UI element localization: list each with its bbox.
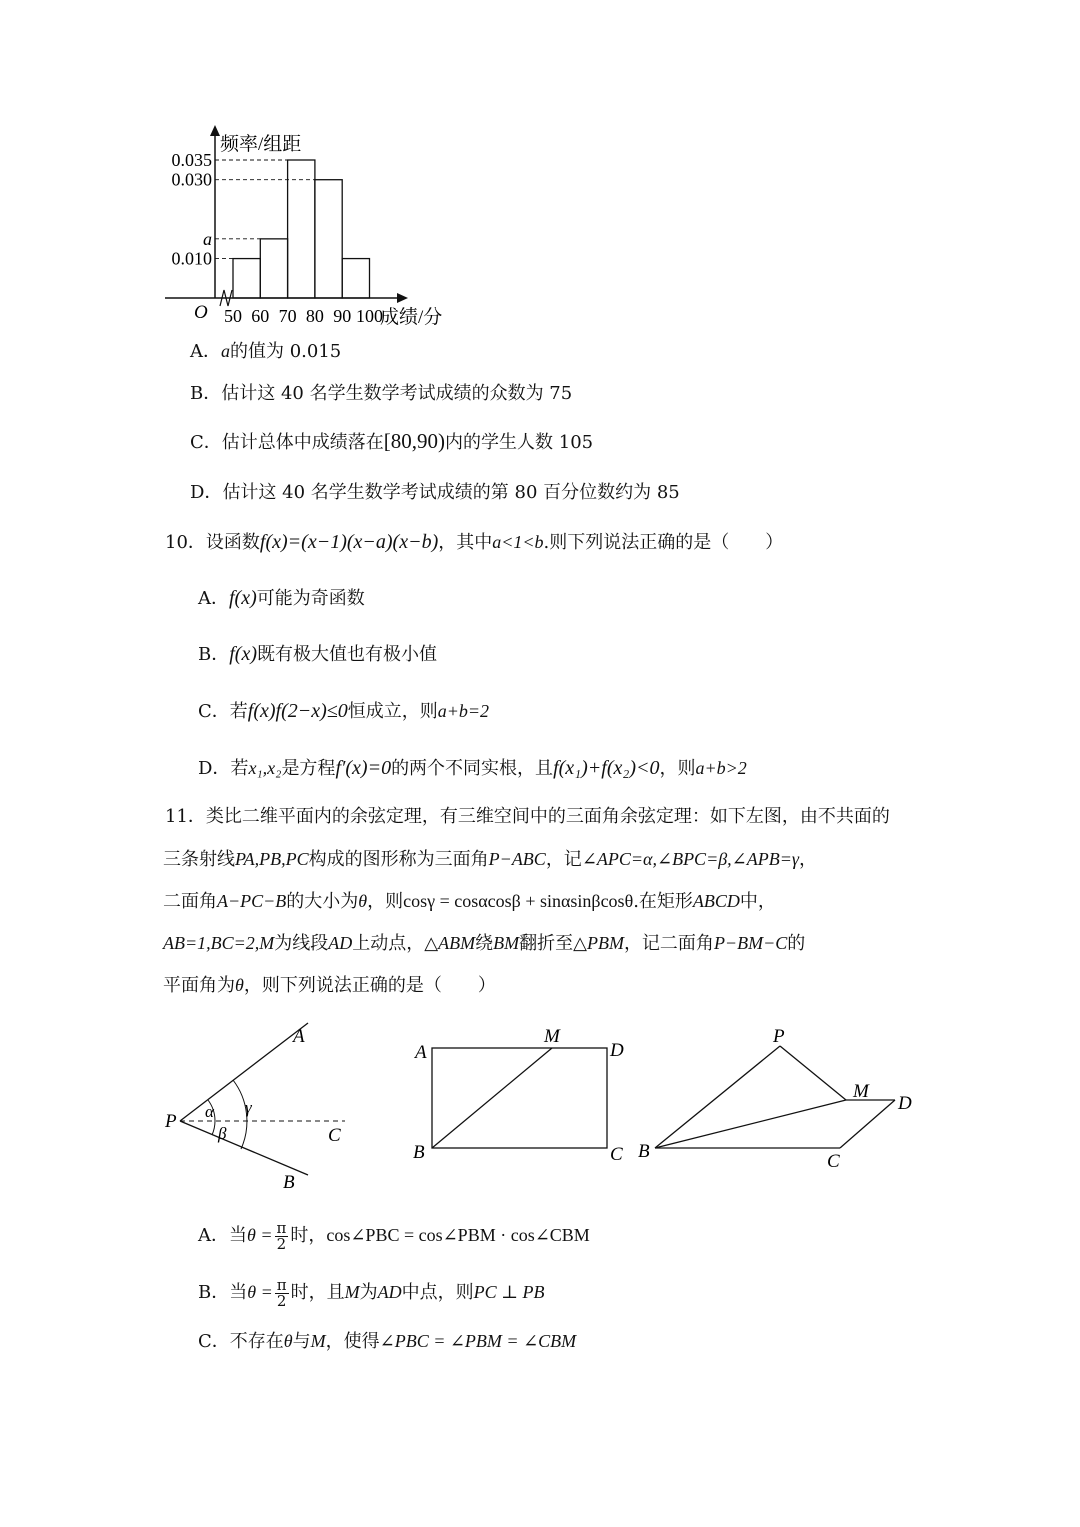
q10-option-b	[198, 641, 437, 668]
option-text: 内的学生人数 105	[445, 432, 594, 453]
label-b: B	[413, 1142, 425, 1163]
y-tick-label: 0.010	[171, 248, 212, 269]
option-text: 若	[229, 701, 248, 722]
option-label: C．	[190, 432, 222, 453]
option-text: ，使得	[325, 1331, 380, 1352]
trihedral-angle-figure	[160, 1015, 360, 1195]
math: θ =	[247, 1282, 273, 1302]
math: P−BM−C	[713, 933, 788, 953]
stem-text: ，其中	[438, 532, 493, 553]
axis-break	[220, 290, 232, 306]
q10-stem	[165, 529, 783, 556]
math: a+b=2	[437, 701, 490, 721]
math: a+b>2	[695, 758, 747, 778]
option-label: A．	[198, 1225, 229, 1246]
option-text: 估计总体中成绩落在	[221, 432, 384, 453]
stem-text: .在矩形	[633, 891, 693, 912]
histogram-bar	[342, 259, 369, 298]
option-label: C．	[198, 1331, 230, 1352]
math: P−ABC	[488, 849, 546, 869]
stem-text: 三条射线	[163, 849, 235, 870]
option-text: 为	[359, 1282, 378, 1303]
function-def: f(x)=(x−1)(x−a)(x−b)	[259, 531, 439, 553]
interval: [80,90)	[383, 429, 446, 453]
y-axis-arrow	[210, 125, 220, 136]
y-tick-label: 0.035	[171, 150, 212, 170]
math: M	[310, 1331, 326, 1351]
option-label: B．	[198, 644, 230, 665]
label-b: B	[638, 1141, 650, 1162]
stem-text: ，	[798, 849, 817, 870]
q10-option-a	[198, 585, 365, 612]
option-label: D．	[198, 758, 231, 779]
q11-line-5	[163, 972, 496, 999]
histogram-bar	[288, 160, 315, 298]
option-text: 若	[230, 758, 249, 779]
math: θ	[283, 1331, 293, 1351]
question-number: 10．	[165, 532, 206, 553]
fraction	[275, 1218, 289, 1253]
option-label: C．	[198, 701, 230, 722]
math: A−PC−B	[217, 891, 287, 911]
x-axis-arrow	[397, 293, 408, 303]
label-m: M	[853, 1081, 869, 1102]
folded-figure	[630, 1020, 930, 1175]
option-label: A．	[198, 588, 229, 609]
q11-line-1	[165, 804, 890, 830]
ray-pb	[180, 1121, 308, 1175]
math: △PBM	[573, 933, 624, 953]
math: △ABM	[424, 933, 476, 953]
option-text: 不存在	[229, 1331, 284, 1352]
q11-line-3	[163, 888, 776, 915]
frequency-histogram	[150, 120, 470, 335]
option-text: 既有极大值也有极小值	[257, 644, 437, 665]
math: f(x)f(2−x)≤0	[247, 700, 348, 722]
numerator: π	[276, 1275, 287, 1294]
math: x₁,x₂	[248, 758, 282, 778]
option-text: 的两个不同实根，且	[391, 758, 554, 779]
q11-line-2	[163, 846, 817, 873]
label-m: M	[544, 1026, 560, 1047]
stem-text: .则下列说法正确的是（ ）	[543, 532, 784, 553]
q9-option-b	[190, 381, 572, 407]
x-tick-label: 90	[333, 306, 352, 326]
question-number: 11．	[165, 806, 206, 827]
math: f(x₁)+f(x₂)<0	[553, 757, 660, 779]
math: AB=1,BC=2,M	[163, 933, 275, 953]
x-axis-label: 成绩/分	[380, 307, 443, 328]
option-text: 可能为奇函数	[256, 588, 365, 609]
option-label: B．	[190, 383, 222, 404]
q11-option-c	[198, 1328, 576, 1355]
stem-text: 绕	[475, 933, 494, 954]
option-text: 估计这 40 名学生数学考试成绩的第 80 百分位数约为 85	[222, 482, 680, 503]
x-tick-label: 100	[356, 306, 383, 326]
q10-option-d	[198, 755, 747, 782]
math: θ	[358, 891, 368, 911]
option-text: 是方程	[281, 758, 336, 779]
x-tick-label: 80	[305, 306, 324, 326]
stem-text: 二面角	[163, 891, 217, 912]
math: ∠APC=α,∠BPC=β,∠APB=γ	[581, 849, 799, 869]
stem-text: ，记	[545, 849, 582, 870]
math: ABCD	[692, 891, 740, 911]
math: f′(x)=0	[335, 757, 392, 779]
stem-text: 翻折至	[519, 933, 574, 954]
option-text: 中点，则	[401, 1282, 474, 1303]
math: BM	[493, 933, 520, 953]
option-text: 与	[292, 1331, 311, 1352]
label-a: A	[293, 1026, 305, 1047]
math: f(x)	[229, 587, 257, 609]
label-c: C	[827, 1151, 840, 1172]
stem-text: ，则下列说法正确的是（ ）	[243, 975, 496, 996]
label-p: P	[165, 1111, 177, 1132]
denominator: 2	[276, 1234, 287, 1253]
x-tick-label: 60	[251, 306, 270, 326]
option-text: 时，	[290, 1225, 327, 1246]
y-tick-label: 0.030	[171, 169, 212, 190]
stem-text: 为线段	[274, 933, 329, 954]
label-d: D	[898, 1093, 912, 1114]
stem-text: ，记二面角	[623, 933, 714, 954]
histogram-bar	[233, 259, 260, 298]
var-a: a	[221, 341, 230, 361]
option-text: 恒成立，则	[347, 701, 438, 722]
option-label: B．	[198, 1282, 230, 1303]
stem-text: 中，	[739, 891, 776, 912]
denominator: 2	[276, 1291, 287, 1310]
stem-text: 上动点，	[352, 933, 425, 954]
math: θ	[235, 975, 244, 995]
math: AD	[328, 933, 353, 953]
y-tick-label: a	[203, 228, 212, 249]
option-label: D．	[190, 482, 223, 503]
histogram-bar	[315, 180, 342, 298]
histogram-bar	[260, 239, 287, 298]
stem-text: 的	[787, 933, 806, 954]
math: cos∠PBC = cos∠PBM · cos∠CBM	[326, 1225, 590, 1245]
q9-option-a	[190, 338, 341, 365]
label-p: P	[773, 1026, 785, 1047]
math: cosγ = cosαcosβ + sinαsinβcosθ	[403, 891, 634, 911]
label-c: C	[328, 1125, 341, 1146]
rectangle-figure	[410, 1020, 640, 1170]
option-text: 当	[229, 1225, 247, 1246]
math: θ =	[247, 1225, 273, 1245]
math: PA,PB,PC	[235, 849, 309, 869]
label-c: C	[610, 1144, 623, 1165]
option-text: 估计这 40 名学生数学考试成绩的众数为 75	[221, 383, 573, 404]
option-text: ，则	[659, 758, 696, 779]
option-text: 的值为 0.015	[230, 341, 342, 362]
ray-pa	[180, 1023, 308, 1121]
q11-option-b	[198, 1275, 545, 1310]
q11-option-a	[198, 1218, 590, 1253]
q11-line-4	[163, 930, 805, 957]
fraction	[275, 1275, 289, 1310]
stem-text: 构成的图形称为三面角	[308, 849, 489, 870]
x-tick-label: 70	[278, 306, 297, 326]
stem-text: 设函数	[205, 532, 260, 553]
label-beta: β	[218, 1124, 227, 1143]
label-d: D	[610, 1040, 624, 1061]
segment-bm	[432, 1048, 552, 1148]
math: PC ⊥ PB	[473, 1282, 545, 1302]
x-tick-label: 50	[224, 306, 242, 326]
math: f(x)	[229, 643, 257, 665]
option-text: 当	[229, 1282, 248, 1303]
stem-text: 平面角为	[163, 975, 235, 996]
segment-dc	[840, 1100, 895, 1148]
option-label: A．	[190, 341, 221, 362]
math: ∠PBC = ∠PBM = ∠CBM	[379, 1331, 577, 1351]
label-gamma: γ	[245, 1098, 252, 1117]
numerator: π	[276, 1218, 287, 1237]
arc-beta	[212, 1121, 215, 1135]
segment-pm	[780, 1046, 846, 1100]
stem-text: ，则	[367, 891, 404, 912]
math: M	[344, 1282, 360, 1302]
label-a: A	[415, 1042, 427, 1063]
math: AD	[377, 1282, 402, 1302]
condition: a<1<b	[492, 532, 544, 552]
label-alpha: α	[205, 1102, 214, 1121]
option-text: 时，且	[290, 1282, 345, 1303]
origin-label: O	[194, 302, 208, 323]
q9-option-c	[190, 428, 593, 456]
y-axis-label: 频率/组距	[220, 134, 302, 155]
rect-abcd	[432, 1048, 607, 1148]
q10-option-c	[198, 698, 489, 725]
label-b: B	[283, 1172, 295, 1193]
stem-text: 的大小为	[286, 891, 359, 912]
q9-option-d	[190, 480, 680, 506]
stem-text: 类比二维平面内的余弦定理，有三维空间中的三面角余弦定理：如下左图，由不共面的	[205, 806, 890, 827]
